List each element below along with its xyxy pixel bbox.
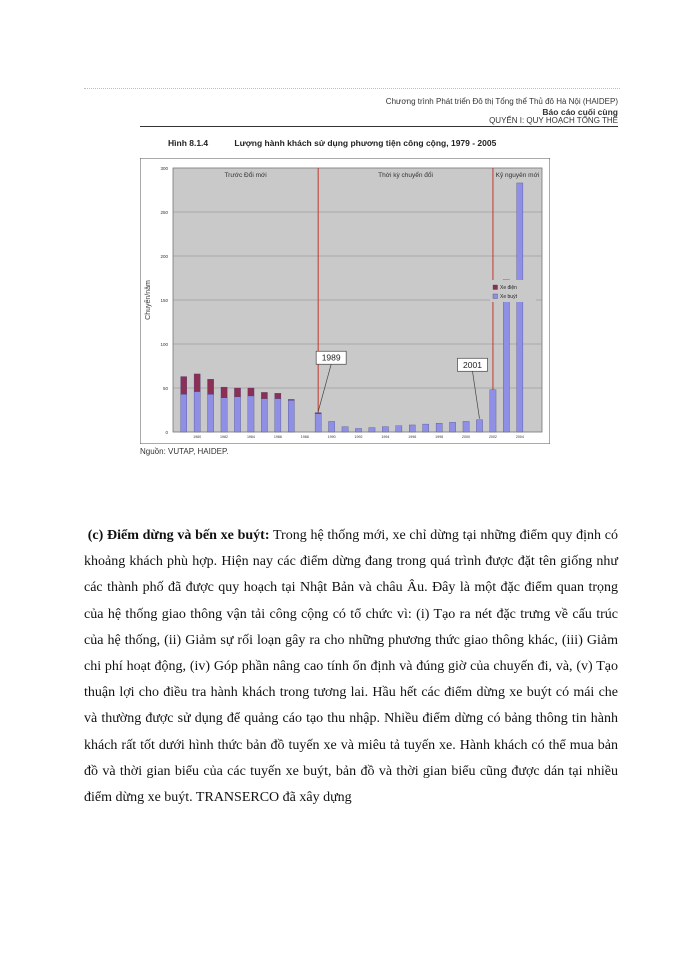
legend-label-tram: Xe điện bbox=[500, 285, 517, 291]
ytick-label-200: 200 bbox=[160, 254, 168, 259]
bar-bus-1980 bbox=[194, 392, 200, 432]
paragraph-lead: (c) Điểm dừng và bến xe buýt: bbox=[87, 528, 270, 543]
period-label-2: Thời kỳ chuyển đổi bbox=[378, 172, 433, 179]
bar-bus-1991 bbox=[342, 427, 348, 432]
xtick-label-1998: 1998 bbox=[435, 435, 444, 439]
xtick-label-1990: 1990 bbox=[327, 435, 336, 439]
callout-label-2001: 2001 bbox=[463, 359, 482, 370]
paragraph-text: Trong hệ thống mới, xe chỉ dừng tại những điểm quy định có khoảng khách phù hợp. Hiện nay các điểm dừng đang trong quá trình được đặt tên giống như các thành phố đã được quy hoạch tại Nhật Bản và châu Âu. Đây là một đặc điểm quan trọng của hệ thống giao thông vận tải công cộng có tổ chức vì: (i) Tạo ra nét đặc trưng về cấu trúc của hệ thống, (ii) Giảm sự rối loạn gây ra cho những phương thức giao thông khác, (iii) Giảm chi phí hoạt động, (iv) Góp phần nâng cao tính ổn định và đúng giờ của chuyến đi, và, (v) Tạo thuận lợi cho điều tra hành khách trong tương lai. Hầu hết các điểm dừng xe buýt có mái che và thường được sử dụng để quảng cáo tạo thu nhập. Nhiều điểm dừng có bảng thông tin hành khách rất tốt dưới hình thức bản đồ tuyến xe và miêu tả tuyến xe. Hành khách có thể mua bản đồ và thời gian biểu của các tuyến xe buýt, bản đồ và thời gian biểu cũng được dán tại nhiều điểm dừng xe buýt. TRANSERCO đã xây dựng bbox=[84, 528, 618, 806]
bar-bus-1996 bbox=[409, 425, 415, 432]
ytick-label-0: 0 bbox=[165, 430, 168, 435]
bar-tram-1986 bbox=[275, 393, 281, 398]
xtick-label-2000: 2000 bbox=[462, 435, 471, 439]
bar-bus-1989 bbox=[315, 414, 321, 432]
bar-tram-1983 bbox=[234, 388, 240, 397]
bar-bus-1997 bbox=[423, 424, 429, 432]
bar-bus-1992 bbox=[355, 428, 361, 432]
bar-tram-1987 bbox=[288, 399, 294, 400]
xtick-label-1984: 1984 bbox=[246, 435, 255, 439]
xtick-label-1996: 1996 bbox=[408, 435, 417, 439]
xtick-label-2004: 2004 bbox=[515, 435, 524, 439]
xtick-label-2002: 2002 bbox=[488, 435, 497, 439]
bar-bus-1983 bbox=[234, 397, 240, 432]
figure-source: Nguồn: VUTAP, HAIDEP. bbox=[140, 447, 229, 456]
legend-swatch-tram bbox=[493, 285, 498, 290]
bar-bus-2003 bbox=[503, 280, 509, 432]
bar-tram-1979 bbox=[181, 377, 187, 395]
period-label-3: Kỷ nguyên mới bbox=[495, 172, 540, 179]
xtick-label-1994: 1994 bbox=[381, 435, 390, 439]
top-dotted-rule bbox=[84, 88, 620, 89]
bar-bus-1981 bbox=[208, 394, 214, 432]
legend-label-bus: Xe buýt bbox=[500, 294, 517, 300]
ytick-label-300: 300 bbox=[160, 166, 168, 171]
bar-bus-1999 bbox=[450, 422, 456, 432]
period-label-1: Trước Đổi mới bbox=[224, 172, 267, 179]
legend-swatch-bus bbox=[493, 294, 498, 299]
bar-bus-2004 bbox=[517, 183, 523, 432]
bar-bus-2001 bbox=[476, 420, 482, 432]
bar-bus-1993 bbox=[369, 428, 375, 432]
xtick-label-1982: 1982 bbox=[220, 435, 229, 439]
passenger-bar-chart bbox=[140, 158, 550, 444]
bar-bus-1979 bbox=[181, 394, 187, 432]
bar-bus-1986 bbox=[275, 399, 281, 432]
header-rule bbox=[140, 126, 618, 127]
y-axis-label: Chuyến/năm bbox=[145, 280, 152, 320]
bar-bus-1995 bbox=[396, 426, 402, 432]
ytick-label-100: 100 bbox=[160, 342, 168, 347]
bar-bus-1987 bbox=[288, 400, 294, 432]
body-text bbox=[84, 523, 618, 811]
ytick-label-50: 50 bbox=[162, 386, 168, 391]
ytick-label-150: 150 bbox=[160, 298, 168, 303]
bar-tram-1980 bbox=[194, 374, 200, 392]
bar-tram-1985 bbox=[261, 392, 267, 398]
bar-tram-1981 bbox=[208, 379, 214, 394]
callout-label-1989: 1989 bbox=[321, 352, 341, 363]
figure-number: Hình 8.1.4 bbox=[168, 138, 209, 148]
bar-bus-1994 bbox=[382, 427, 388, 432]
bar-bus-1984 bbox=[248, 396, 254, 432]
bar-bus-1990 bbox=[329, 421, 335, 432]
header-program: Chương trình Phát triển Đô thị Tổng thể Thủ đô Hà Nội (HAIDEP) bbox=[385, 97, 618, 106]
xtick-label-1980: 1980 bbox=[193, 435, 202, 439]
xtick-label-1988: 1988 bbox=[300, 435, 309, 439]
bar-bus-2002 bbox=[490, 390, 496, 432]
bar-bus-2000 bbox=[463, 421, 469, 432]
bar-tram-1989 bbox=[315, 413, 321, 414]
paragraph-bus-stops bbox=[84, 523, 618, 811]
header-report: Báo cáo cuối cùng bbox=[542, 107, 618, 117]
bar-bus-1982 bbox=[221, 398, 227, 432]
bar-tram-1984 bbox=[248, 388, 254, 396]
header-volume: QUYỂN I: QUY HOẠCH TỔNG THỂ bbox=[489, 116, 618, 125]
bar-tram-1982 bbox=[221, 387, 227, 398]
bar-bus-1998 bbox=[436, 423, 442, 432]
xtick-label-1986: 1986 bbox=[273, 435, 282, 439]
figure-title: Lượng hành khách sử dụng phương tiện công cộng, 1979 - 2005 bbox=[234, 138, 497, 148]
bar-bus-1985 bbox=[261, 399, 267, 432]
figure-caption bbox=[168, 138, 496, 148]
xtick-label-1992: 1992 bbox=[354, 435, 363, 439]
ytick-label-250: 250 bbox=[160, 210, 168, 215]
